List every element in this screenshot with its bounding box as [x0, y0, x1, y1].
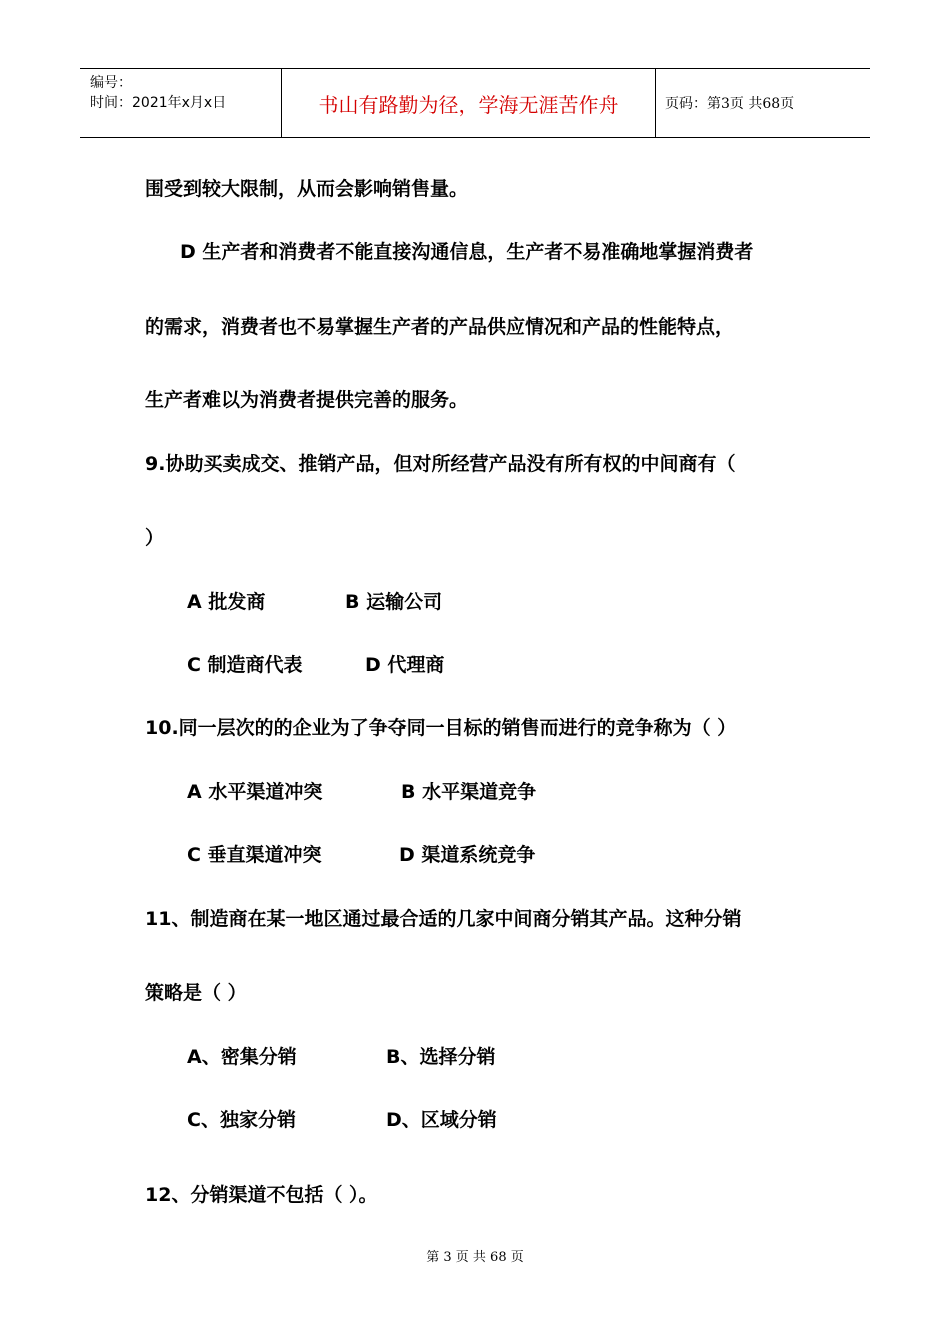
question-9: 9.协助买卖成交、推销产品，但对所经营产品没有所有权的中间商有（ — [145, 453, 736, 475]
text-line: D 生产者和消费者不能直接沟通信息，生产者不易准确地掌握消费者 — [180, 241, 754, 263]
q9-option-b: B 运输公司 — [345, 591, 443, 613]
question-9-cont: ） — [145, 527, 165, 549]
q10-option-b: B 水平渠道竞争 — [401, 781, 537, 803]
q10-option-c: C 垂直渠道冲突 — [187, 844, 322, 866]
text-line: 生产者难以为消费者提供完善的服务。 — [145, 389, 469, 411]
q9-option-c: C 制造商代表 — [187, 654, 303, 676]
header-time: 时间：2021年x月x日 — [90, 95, 227, 111]
q9-option-a: A 批发商 — [187, 591, 266, 613]
question-11: 11、制造商在某一地区通过最合适的几家中间商分销其产品。这种分销 — [145, 908, 742, 930]
header-motto: 书山有路勤为径，学海无涯苦作舟 — [281, 69, 656, 137]
question-10: 10.同一层次的的企业为了争夺同一目标的销售而进行的竞争称为（ ） — [145, 717, 737, 739]
q11-option-c: C、独家分销 — [187, 1109, 296, 1131]
q10-option-d: D 渠道系统竞争 — [399, 844, 536, 866]
q10-option-a: A 水平渠道冲突 — [187, 781, 323, 803]
q11-option-d: D、区域分销 — [386, 1109, 497, 1131]
q11-option-b: B、选择分销 — [386, 1046, 496, 1068]
header-page-info: 页码：第3页 共68页 — [665, 96, 795, 112]
question-12: 12、分销渠道不包括（ ）。 — [145, 1184, 378, 1206]
header-number: 编号： — [90, 75, 132, 91]
question-11-cont: 策略是（ ） — [145, 982, 247, 1004]
header-meta — [80, 69, 280, 137]
page-footer: 第 3 页 共 68 页 — [426, 1250, 524, 1265]
q9-option-d: D 代理商 — [365, 654, 445, 676]
text-line: 的需求，消费者也不易掌握生产者的产品供应情况和产品的性能特点， — [145, 316, 735, 338]
text-line: 围受到较大限制，从而会影响销售量。 — [145, 178, 469, 200]
q11-option-a: A、密集分销 — [187, 1046, 297, 1068]
page-header — [80, 68, 870, 138]
